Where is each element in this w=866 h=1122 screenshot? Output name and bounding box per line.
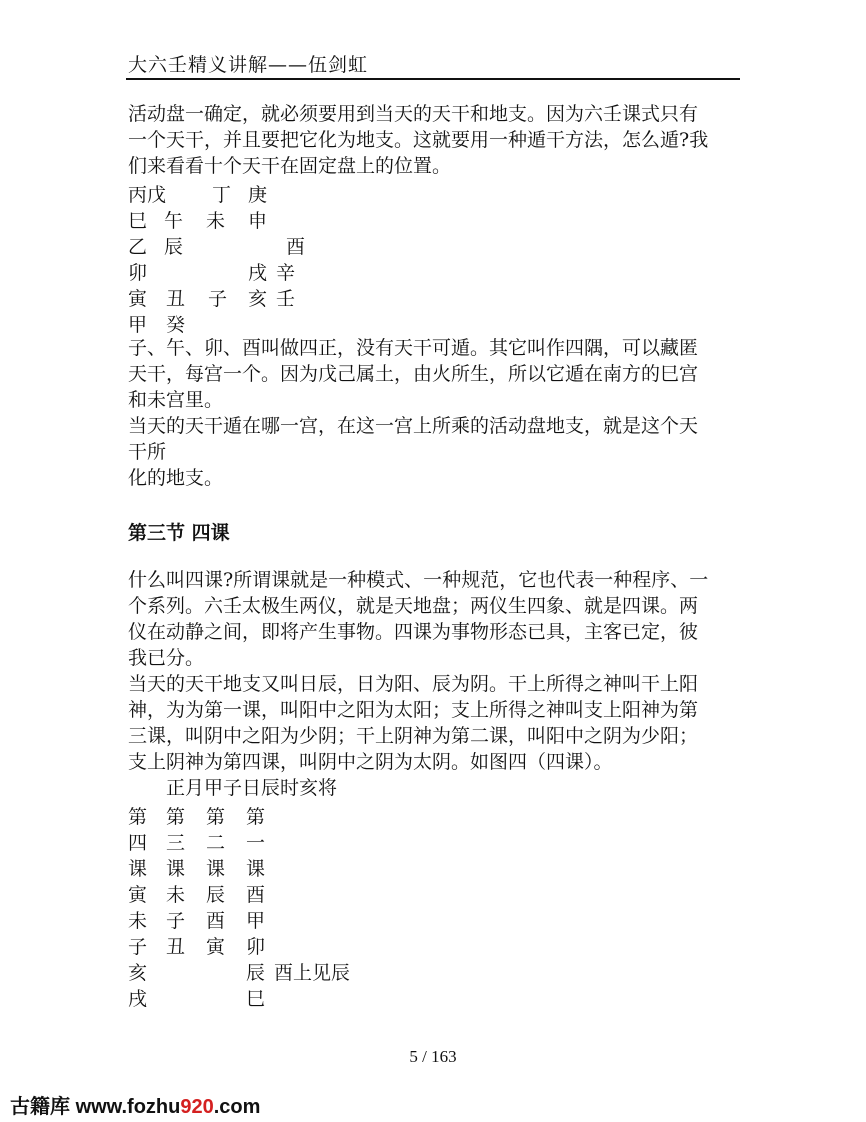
figure-cell: 酉 bbox=[246, 884, 266, 906]
grid-cell: 辰 bbox=[164, 236, 184, 258]
text-line: 和未宫里。 bbox=[128, 389, 224, 411]
grid-cell: 丑 bbox=[166, 288, 186, 310]
figure-caption: 正月甲子日辰时亥将 bbox=[166, 777, 338, 799]
figure-cell: 甲 bbox=[246, 910, 266, 932]
figure-cell: 课 bbox=[246, 858, 266, 880]
figure-cell: 寅 bbox=[206, 936, 226, 958]
figure-cell: 巳 bbox=[246, 988, 266, 1010]
text-line: 神，为为第一课，叫阳中之阳为太阳；支上所得之神叫支上阳神为第 bbox=[128, 699, 699, 721]
site-url-number: 920 bbox=[180, 1096, 214, 1118]
text-line: 子、午、卯、酉叫做四正，没有天干可遁。其它叫作四隅，可以藏匿 bbox=[128, 337, 699, 359]
text-line: 什么叫四课?所谓课就是一种模式、一种规范，它也代表一种程序、一 bbox=[128, 569, 709, 591]
figure-cell: 亥 bbox=[128, 962, 148, 984]
text-line: 化的地支。 bbox=[128, 467, 224, 489]
footer-watermark bbox=[10, 1090, 260, 1119]
text-line: 仪在动静之间，即将产生事物。四课为事物形态已具，主客已定，彼 bbox=[128, 621, 699, 643]
figure-cell: 辰 bbox=[206, 884, 226, 906]
figure-cell: 三 bbox=[166, 832, 186, 854]
text-line: 一个天干，并且要把它化为地支。这就要用一种遁干方法，怎么遁?我 bbox=[128, 129, 709, 151]
grid-cell: 酉 bbox=[286, 236, 306, 258]
figure-cell: 课 bbox=[206, 858, 226, 880]
grid-cell: 丁 bbox=[212, 184, 232, 206]
figure-cell: 子 bbox=[166, 910, 186, 932]
running-header: 大六壬精义讲解——伍剑虹 bbox=[128, 54, 369, 76]
grid-cell: 午 bbox=[164, 210, 184, 232]
text-line: 活动盘一确定，就必须要用到当天的天干和地支。因为六壬课式只有 bbox=[128, 103, 699, 125]
figure-cell: 辰 bbox=[246, 962, 266, 984]
grid-cell: 卯 bbox=[128, 262, 148, 284]
grid-cell: 未 bbox=[206, 210, 226, 232]
grid-cell: 巳 bbox=[128, 210, 148, 232]
text-line: 干所 bbox=[128, 441, 167, 463]
grid-cell: 寅 bbox=[128, 288, 148, 310]
figure-cell: 第 bbox=[246, 806, 266, 828]
grid-cell: 甲 bbox=[128, 314, 148, 336]
figure-cell: 未 bbox=[166, 884, 186, 906]
figure-cell: 子 bbox=[128, 936, 148, 958]
figure-cell: 寅 bbox=[128, 884, 148, 906]
grid-cell: 壬 bbox=[276, 288, 296, 310]
grid-cell: 丙戊 bbox=[128, 184, 167, 206]
text-line: 天干，每宫一个。因为戊己属土，由火所生，所以它遁在南方的巳宫 bbox=[128, 363, 699, 385]
grid-cell: 申 bbox=[248, 210, 268, 232]
figure-cell: 卯 bbox=[246, 936, 266, 958]
page-number: 5 / 163 bbox=[409, 1047, 457, 1066]
section-heading: 第三节 四课 bbox=[128, 522, 230, 544]
site-name: 古籍库 bbox=[10, 1096, 70, 1118]
figure-cell: 戌 bbox=[128, 988, 148, 1010]
text-line: 当天的天干遁在哪一宫，在这一宫上所乘的活动盘地支，就是这个天 bbox=[128, 415, 699, 437]
figure-cell: 四 bbox=[128, 832, 148, 854]
figure-cell: 酉 bbox=[206, 910, 226, 932]
header-rule bbox=[126, 78, 740, 80]
grid-cell: 癸 bbox=[166, 314, 186, 336]
figure-cell: 二 bbox=[206, 832, 226, 854]
grid-cell: 亥 bbox=[248, 288, 268, 310]
figure-cell: 未 bbox=[128, 910, 148, 932]
figure-cell: 第 bbox=[166, 806, 186, 828]
text-line: 支上阴神为第四课，叫阴中之阴为太阴。如图四（四课）。 bbox=[128, 751, 613, 773]
site-url-tail: .com bbox=[213, 1096, 261, 1118]
figure-cell: 丑 bbox=[166, 936, 186, 958]
text-line: 我已分。 bbox=[128, 647, 205, 669]
figure-cell: 第 bbox=[206, 806, 226, 828]
text-line: 三课，叫阴中之阳为少阴；干上阴神为第二课，叫阳中之阴为少阳； bbox=[128, 725, 699, 747]
figure-cell: 一 bbox=[246, 832, 266, 854]
text-line: 们来看看十个天干在固定盘上的位置。 bbox=[128, 155, 452, 177]
grid-cell: 子 bbox=[208, 288, 228, 310]
site-url: www.fozhu bbox=[75, 1096, 181, 1118]
figure-cell: 课 bbox=[166, 858, 186, 880]
figure-cell: 第 bbox=[128, 806, 148, 828]
grid-cell: 乙 bbox=[128, 236, 148, 258]
figure-cell: 课 bbox=[128, 858, 148, 880]
grid-cell: 戌 bbox=[248, 262, 268, 284]
figure-note: 酉上见辰 bbox=[274, 962, 351, 984]
grid-cell: 庚 bbox=[248, 184, 268, 206]
text-line: 个系列。六壬太极生两仪，就是天地盘；两仪生四象、就是四课。两 bbox=[128, 595, 699, 617]
grid-cell: 辛 bbox=[276, 262, 296, 284]
text-line: 当天的天干地支又叫日辰，日为阳、辰为阴。干上所得之神叫干上阳 bbox=[128, 673, 699, 695]
